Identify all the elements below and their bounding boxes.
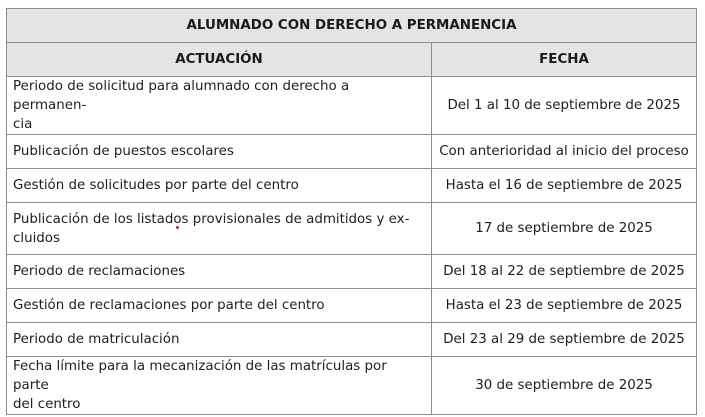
fecha-cell: Del 18 al 22 de septiembre de 2025	[432, 255, 697, 289]
actuacion-cell	[7, 203, 432, 255]
actuacion-cell	[7, 169, 432, 203]
fecha-cell: Del 1 al 10 de septiembre de 2025	[432, 77, 697, 135]
actuacion-line: Publicación de puestos escolares	[13, 144, 234, 159]
actuacion-line: cluidos	[13, 230, 60, 246]
actuacion-line: Periodo de reclamaciones	[13, 264, 186, 279]
actuacion-line: Periodo de matriculación	[13, 332, 180, 347]
actuacion-line: Gestión de reclamaciones por parte del centro	[13, 298, 325, 313]
actuacion-cell	[7, 323, 432, 357]
fecha-cell: Del 23 al 29 de septiembre de 2025	[432, 323, 697, 357]
fecha-cell: Con anterioridad al inicio del proceso	[432, 135, 697, 169]
actuacion-cell	[7, 135, 432, 169]
fecha-cell: 17 de septiembre de 2025	[432, 203, 697, 255]
table-row	[7, 323, 697, 357]
table-row	[7, 289, 697, 323]
actuacion-line: Fecha límite para la mecanización de las matrículas por parte	[13, 359, 387, 393]
actuacion-line: Publicación de los listados provisionales de admitidos y ex-	[13, 211, 410, 227]
table-row	[7, 255, 697, 289]
actuacion-cell	[7, 77, 432, 135]
column-header-actuacion: ACTUACIÓN	[7, 43, 432, 77]
table-row	[7, 135, 697, 169]
red-dot-marker	[176, 226, 179, 229]
schedule-table	[6, 8, 697, 415]
actuacion-line: Periodo de solicitud para alumnado con derecho a permanen-	[13, 79, 350, 113]
table-title: ALUMNADO CON DERECHO A PERMANENCIA	[7, 9, 697, 43]
table-row	[7, 203, 697, 255]
actuacion-line: cia	[13, 117, 33, 132]
column-header-fecha: FECHA	[432, 43, 697, 77]
actuacion-line: del centro	[13, 397, 81, 412]
fecha-cell: Hasta el 23 de septiembre de 2025	[432, 289, 697, 323]
actuacion-line: Gestión de solicitudes por parte del centro	[13, 178, 299, 193]
actuacion-cell	[7, 357, 432, 415]
actuacion-cell	[7, 289, 432, 323]
fecha-cell: 30 de septiembre de 2025	[432, 357, 697, 415]
table-row	[7, 357, 697, 415]
actuacion-cell	[7, 255, 432, 289]
table-row	[7, 77, 697, 135]
fecha-cell: Hasta el 16 de septiembre de 2025	[432, 169, 697, 203]
table-row	[7, 169, 697, 203]
